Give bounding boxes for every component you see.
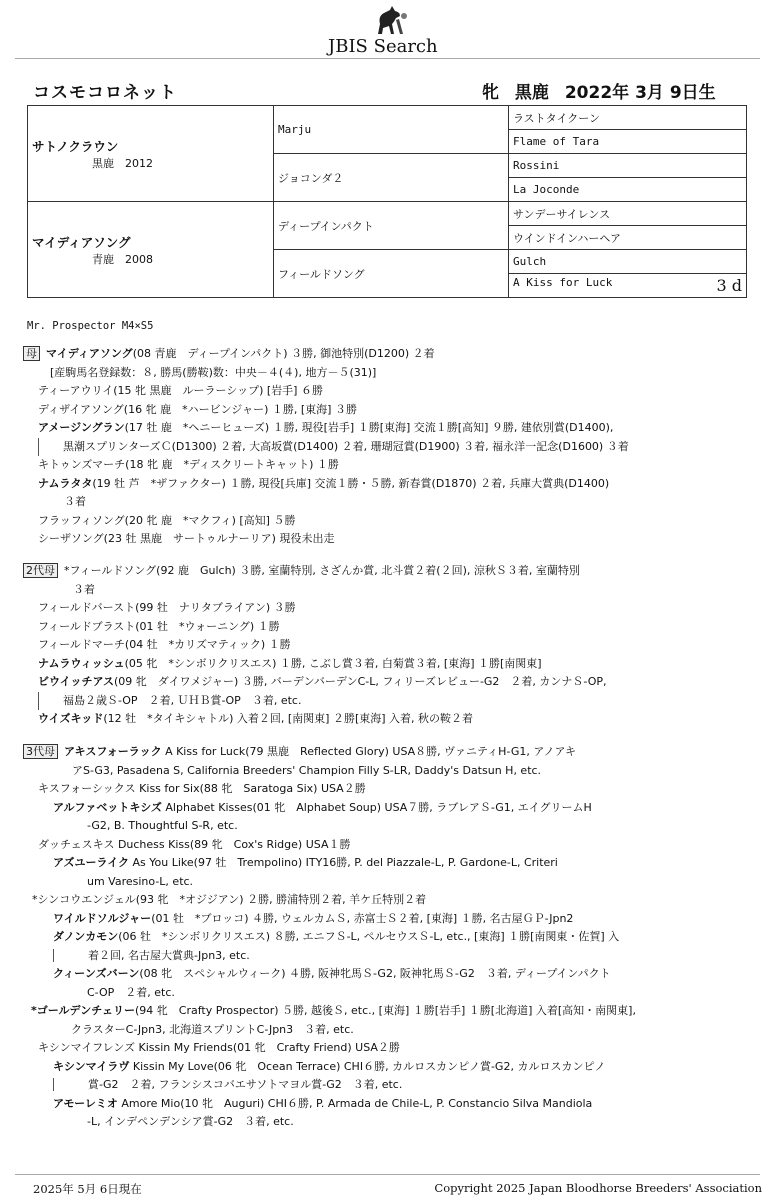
list-item-continued: ３着 <box>73 582 95 596</box>
dosage-label: 3 d <box>716 276 742 295</box>
sire-dam[interactable]: ジョコンダ２ <box>274 154 509 202</box>
horse-link[interactable]: クィーンズバーン <box>53 967 140 980</box>
list-item-continued: クラスターC-Jpn3, 北海道スプリントC-Jpn3 ３着, etc. <box>71 1022 354 1036</box>
list-item-continued <box>23 1076 743 1095</box>
horse-link[interactable]: ビウイッチアス <box>38 675 115 688</box>
pedigree-table <box>27 105 747 298</box>
horse-link[interactable]: アルファベットキシズ <box>53 800 162 814</box>
list-item <box>23 910 743 929</box>
horse-link[interactable]: アメージングラン <box>38 421 125 434</box>
list-item: フィールドバースト(99 牡 ナリタブライアン) ３勝 <box>38 601 296 614</box>
horse-record: (17 牡 鹿 *ヘニーヒューズ) １勝, 現役[岩手] １勝[東海] 交流１勝[高知] ９勝, 建依別賞(D1400), <box>124 421 614 434</box>
horse-link[interactable]: キシンマイラヴ <box>53 1059 130 1073</box>
list-item: フィールドブラスト(01 牡 *ウォーニング) １勝 <box>38 619 280 633</box>
sire-sire[interactable]: Marju <box>274 106 509 154</box>
list-item <box>23 710 743 729</box>
list-item-continued <box>23 947 743 966</box>
horse-logo-icon <box>370 6 412 36</box>
list-item <box>23 345 743 364</box>
list-item: キスフォーシックス Kiss for Six(88 牝 Saratoga Six) USA２勝 <box>38 782 366 795</box>
list-item-continued: -G2, B. Thoughtful S-R, etc. <box>87 819 238 832</box>
third-dam-section <box>23 743 743 1132</box>
list-item: *シンコウエンジェル(93 牝 *オジジアン) ２勝, 勝浦特別２着, 羊ケ丘特別２着 <box>32 893 427 906</box>
logo-text: JBIS Search <box>328 36 438 57</box>
list-item <box>23 854 743 873</box>
list-item <box>23 928 743 947</box>
section-tag: 3代母 <box>23 744 58 759</box>
list-item <box>23 562 743 581</box>
list-item: ディザイアソング(16 牝 鹿 *ハービンジャー) １勝, [東海] ３勝 <box>38 402 357 416</box>
list-item: キシンマイフレンズ Kissin My Friends(01 牝 Crafty Friend) USA２勝 <box>38 1041 400 1054</box>
dam-cell[interactable] <box>28 202 274 298</box>
horse-record: Alphabet Kisses(01 牝 Alphabet Soup) USA７勝, ラブレアＳ-G1, エイグリームH <box>161 800 592 814</box>
list-item <box>23 1095 743 1114</box>
horse-record: Amore Mio(10 牝 Auguri) CHI６勝, P. Armada de Chile-L, P. Constancio Silva Mandiola <box>117 1096 593 1110</box>
dam-info: 青鹿 2008 <box>92 252 153 266</box>
horse-record: (05 牝 *シンボリクリスエス) １勝, こぶし賞３着, 白菊賞３着, [東海] １勝[南関東] <box>124 656 542 670</box>
dam-section <box>23 345 743 549</box>
ancestor-name[interactable]: A Kiss for Luck <box>513 276 613 289</box>
horse-record: *フィールドソング(92 鹿 Gulch) ３勝, 室蘭特別, さざんか賞, 北斗賞２着(２回), 涼秋Ｓ３着, 室蘭特別 <box>64 564 580 577</box>
dam-dam[interactable]: フィールドソング <box>274 250 509 298</box>
list-item <box>23 1058 743 1077</box>
ancestor-cell[interactable]: Flame of Tara <box>509 130 747 154</box>
dam-line-record: (08 青鹿 ディープインパクト) ３勝, 御池特別(D1200) ２着 <box>132 347 435 360</box>
horse-record: (94 牝 Crafty Prospector) ５勝, 越後Ｓ, etc., [東海] １勝[岩手] １勝[北海道] 入着[高知・南関東], <box>134 1004 636 1017</box>
horse-sex: 牝 <box>482 83 499 103</box>
ancestor-cell[interactable]: ラストタイクーン <box>509 106 747 130</box>
horse-link[interactable]: ワイルドソルジャー <box>53 911 152 925</box>
ancestor-cell-last[interactable] <box>509 274 747 298</box>
list-item-continued: アS-G3, Pasadena S, California Breeders' Champion Filly S-LR, Daddy's Datsun H, etc. <box>72 763 542 777</box>
horse-link[interactable]: アモーレミオ <box>53 1096 118 1110</box>
site-logo[interactable] <box>0 6 775 57</box>
sire-name[interactable]: サトノクラウン <box>32 138 119 154</box>
list-item: フラッフィソング(20 牝 鹿 *マクフィ) [高知] ５勝 <box>38 513 296 527</box>
ancestor-cell[interactable]: ウインドインハーヘア <box>509 226 747 250</box>
horse-record: As You Like(97 牡 Trempolino) ITY16勝, P. del Piazzale-L, P. Gardone-L, Criteri <box>129 856 558 869</box>
header-divider <box>15 58 760 59</box>
horse-link[interactable]: アキスフォーラック <box>64 745 162 758</box>
list-item <box>23 965 743 984</box>
horse-record: 賞-G2 ２着, フランシスコバエサソトマヨル賞-G2 ３着, etc. <box>53 1078 402 1091</box>
horse-record: (06 牡 *シンボリクリスエス) ８勝, エニフＳ-L, ペルセウスＳ-L, etc., [東海] １勝[南関東・佐賀] 入 <box>118 930 620 943</box>
horse-info <box>482 78 726 103</box>
list-item-continued <box>38 692 743 711</box>
ancestor-cell[interactable]: Rossini <box>509 154 747 178</box>
list-item: シーザソング(23 牡 黒鹿 サートゥルナーリア) 現役未出走 <box>38 532 335 545</box>
list-item-continued: um Varesino-L, etc. <box>87 874 194 888</box>
dam-sire[interactable]: ディープインパクト <box>274 202 509 250</box>
horse-record: 福島２歳Ｓ-OP ２着, ＵＨＢ賞-OP ３着, etc. <box>63 693 302 707</box>
dam-line-name[interactable]: マイディアソング <box>46 347 133 360</box>
horse-record: (12 牡 *タイキシャトル) 入着２回, [南関東] ２勝[東海] 入着, 秋の鞍２着 <box>103 712 474 725</box>
list-item-continued: -L, インデペンデンシア賞-G2 ３着, etc. <box>87 1115 294 1128</box>
list-item <box>23 1002 743 1021</box>
list-item <box>23 799 743 818</box>
horse-link[interactable]: アズユーライク <box>53 856 130 869</box>
list-item: フィールドマーチ(04 牡 *カリズマティック) １勝 <box>38 638 291 651</box>
list-item: キトゥンズマーチ(18 牝 鹿 *ディスクリートキャット) １勝 <box>38 458 339 471</box>
horse-birth: 2022年 3月 9日生 <box>564 83 716 103</box>
second-dam-section <box>23 562 743 729</box>
list-item <box>23 419 743 438</box>
horse-record: Kissin My Love(06 牝 Ocean Terrace) CHI６勝, カルロスカンピノ賞-G2, カルロスカンピノ <box>129 1059 606 1073</box>
list-item: [産駒馬名登録数：８, 勝馬(勝鞍)数：中央－４(４), 地方－５(31)] <box>50 365 377 379</box>
list-item <box>23 655 743 674</box>
footer-copyright: Copyright 2025 Japan Bloodhorse Breeders' Association <box>434 1181 762 1195</box>
ancestor-cell[interactable]: Gulch <box>509 250 747 274</box>
horse-link[interactable]: ナムラウィッシュ <box>38 656 125 670</box>
list-item-continued: ３着 <box>64 495 86 508</box>
ancestor-cell[interactable]: サンデーサイレンス <box>509 202 747 226</box>
horse-record: (01 牡 *ブロッコ) ４勝, ウェルカムＳ, 赤富士Ｓ２着, [東海] １勝, 名古屋ＧＰ-Jpn2 <box>151 911 574 925</box>
footer-divider <box>15 1174 760 1175</box>
horse-link[interactable]: ダノンカモン <box>53 930 119 943</box>
ancestor-cell[interactable]: La Joconde <box>509 178 747 202</box>
horse-record: (09 牝 ダイワメジャー) ３勝, バーデンバーデンC-L, フィリーズレビュー-G2 ２着, カンナＳ-OP, <box>114 675 607 688</box>
inbreeding-note: Mr. Prospector M4×S5 <box>27 320 154 332</box>
list-item-continued: C-OP ２着, etc. <box>87 985 175 999</box>
horse-record: A Kiss for Luck(79 黒鹿 Reflected Glory) USA８勝, ヴァニティH-G1, アノアキ <box>161 745 577 758</box>
horse-name: コスモコロネット <box>33 83 177 103</box>
list-item <box>23 743 743 762</box>
sire-info: 黒鹿 2012 <box>92 156 153 170</box>
horse-color: 黒鹿 <box>514 83 549 103</box>
section-tag: 母 <box>23 346 40 361</box>
horse-record: (19 牡 芦 *ザファクター) １勝, 現役[兵庫] 交流１勝・５勝, 新春賞(D1870) ２着, 兵庫大賞典(D1400) <box>92 476 610 490</box>
footer-date: 2025年 5月 6日現在 <box>33 1182 142 1196</box>
list-item <box>23 673 743 692</box>
list-item <box>23 475 743 494</box>
horse-record: 黒潮スプリンターズＣ(D1300) ２着, 大高坂賞(D1400) ２着, 珊瑚冠賞(D1900) ３着, 福永洋一記念(D1600) ３着 <box>63 439 629 453</box>
horse-record: 着２回, 名古屋大賞典-Jpn3, etc. <box>53 949 250 962</box>
list-item: ティーアウリイ(15 牝 黒鹿 ルーラーシップ) [岩手] ６勝 <box>38 384 323 397</box>
horse-record: (08 牝 スペシャルウィーク) ４勝, 阪神牝馬Ｓ-G2, 阪神牝馬Ｓ-G2 ３着, ディープインパクト <box>139 967 611 980</box>
section-tag: 2代母 <box>23 563 58 578</box>
dam-name[interactable]: マイディアソング <box>32 234 131 250</box>
horse-link[interactable]: ナムラタタ <box>38 476 93 490</box>
list-item-continued <box>38 438 743 457</box>
horse-link[interactable]: *ゴールデンチェリー <box>31 1004 135 1017</box>
horse-link[interactable]: ウイズキッド <box>38 712 104 725</box>
list-item: ダッチェスキス Duchess Kiss(89 牝 Cox's Ridge) USA１勝 <box>38 837 351 851</box>
sire-cell[interactable] <box>28 106 274 202</box>
